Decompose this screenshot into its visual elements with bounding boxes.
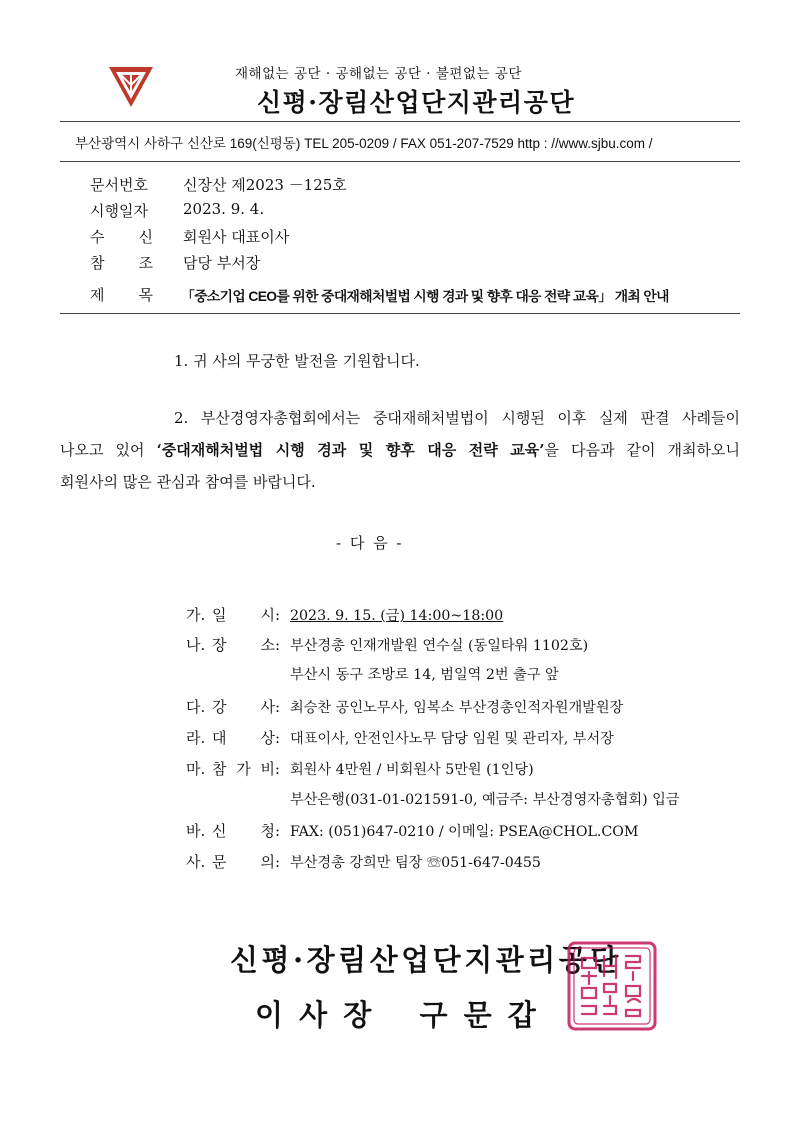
header-divider — [60, 121, 740, 122]
subject-label: 제 목 — [90, 286, 153, 304]
footer-org-name: 신평·장림산업단지관리공단 — [230, 943, 622, 977]
detail-value-venue-address: 부산시 동구 조방로 14, 범일역 2번 출구 앞 — [290, 667, 559, 683]
paragraph-1: 1. 귀 사의 무궁한 발전을 기원합니다. — [174, 352, 420, 370]
ref-label: 참 조 — [90, 254, 153, 272]
doc-no-label: 문서번호 — [90, 176, 148, 194]
detail-value-fee: 회원사 4만원 / 비회원사 5만원 (1인당) — [290, 762, 534, 778]
triangle-logo-icon — [107, 63, 155, 111]
address-divider — [60, 161, 740, 162]
paragraph-2-line-2: 나오고 있어 ‘중대재해처벌법 시행 경과 및 향후 대응 전략 교육’을 다음과 같이 개최하오니 — [60, 441, 740, 459]
detail-value-lecturer: 최승찬 공인노무사, 임복소 부산경총인적자원개발원장 — [290, 700, 624, 716]
detail-label-audience: 라. 대 상: — [186, 729, 280, 747]
detail-label-contact: 사. 문 의: — [186, 853, 280, 871]
contact-address: 부산광역시 사하구 신산로 169(신평동) TEL 205-0209 / FAX 051-207-7529 http : //www.sjbu.com / — [75, 136, 653, 151]
detail-value-bank: 부산은행(031-01-021591-0, 예금주: 부산경영자총협회) 입금 — [290, 792, 680, 808]
detail-value-date: 2023. 9. 15. (금) 14:00~18:00 — [290, 608, 504, 624]
detail-label-venue: 나. 장 소: — [186, 636, 280, 654]
doc-no-value: 신장산 제2023 －125호 — [183, 176, 347, 194]
slogan: 재해없는 공단 · 공해없는 공단 · 불편없는 공단 — [235, 66, 522, 82]
to-value: 회원사 대표이사 — [183, 228, 290, 246]
detail-value-venue: 부산경총 인재개발원 연수실 (동일타워 1102호) — [290, 638, 589, 654]
signer-title: 이 사 장 구 문 갑 — [255, 998, 536, 1032]
detail-value-audience: 대표이사, 안전인사노무 담당 임원 및 관리자, 부서장 — [290, 731, 614, 747]
detail-label-date: 가. 일 시: — [186, 606, 280, 624]
official-seal-icon — [566, 940, 658, 1032]
divider-heading: - 다 음 - — [336, 534, 404, 552]
paragraph-2-line-1: 2. 부산경영자총협회에서는 중대재해처벌법이 시행된 이후 실제 판결 사례들이 — [174, 409, 740, 427]
detail-label-apply: 바. 신 청: — [186, 822, 280, 840]
detail-value-apply: FAX: (051)647-0210 / 이메일: PSEA@CHOL.COM — [290, 824, 639, 840]
detail-label-fee: 마. 참 가 비: — [186, 760, 280, 778]
date-label: 시행일자 — [90, 202, 148, 220]
date-value: 2023. 9. 4. — [183, 200, 265, 218]
meta-divider — [60, 313, 740, 314]
to-label: 수 신 — [90, 228, 153, 246]
subject-value: 「중소기업 CEO를 위한 중대재해처벌법 시행 경과 및 향후 대응 전략 교육」 개최 안내 — [181, 289, 669, 304]
detail-value-contact: 부산경총 강희만 팀장 ☏051-647-0455 — [290, 855, 541, 871]
ref-value: 담당 부서장 — [183, 254, 261, 272]
detail-label-lecturer: 다. 강 사: — [186, 698, 280, 716]
paragraph-2-line-3: 회원사의 많은 관심과 참여를 바랍니다. — [60, 473, 316, 491]
course-title-emphasis: ‘중대재해처벌법 시행 경과 및 향후 대응 전략 교육’ — [156, 441, 545, 459]
paragraph-2 — [60, 402, 740, 498]
org-name: 신평·장림산업단지관리공단 — [257, 88, 576, 117]
